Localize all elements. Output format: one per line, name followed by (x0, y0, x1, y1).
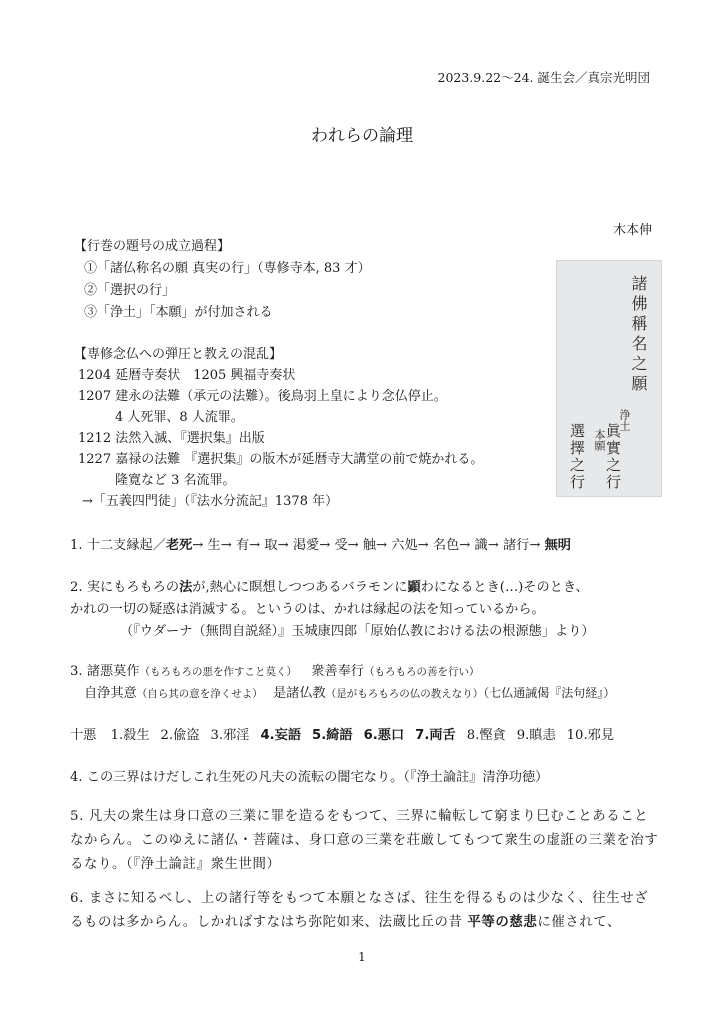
timeline-line: 1227 嘉禄の法難 『選択集』の版木が延暦寺大講堂の前で焼かれる。 (78, 452, 484, 467)
juaku-items (101, 728, 614, 743)
item-3-line-2 (84, 682, 615, 701)
section1-item: ①「諸仏称名の願 真実の行」（専修寺本, 83 才） (84, 261, 371, 276)
item-3-note: （自ら其の意を浄くせよ） (136, 688, 263, 700)
section-heading-persecution: 【専修念仏への弾圧と教えの混乱】 (74, 347, 283, 362)
manuscript-col-1: 諸佛稱名之願 (629, 275, 648, 395)
page-number: 1 (358, 950, 366, 964)
item-1-chain: → 生→ 有→ 取→ 渇愛→ 受→ 触→ 六処→ 名色→ 識→ 諸行→ (192, 538, 545, 553)
item-3-phrase: 是諸仏教 (272, 686, 326, 701)
juaku-item: 8.慳貪 (466, 728, 506, 743)
manuscript-note-hongan: 本願 (593, 429, 606, 451)
item-2-text: が,熱心に瞑想しつつあるバラモンに (192, 580, 408, 595)
juaku-item: 4.妄語 (260, 728, 302, 743)
section1-item: ②「選択の行」 (84, 283, 176, 298)
item-3-phrase: 自浄其意 (84, 686, 137, 701)
item-3-note: （もろもろの善を行い） (363, 666, 480, 678)
item-2-text: 2. 実にもろもろの (70, 580, 180, 595)
timeline-line: 1204 延暦寺奏状 1205 興福寺奏状 (78, 368, 296, 383)
item-3-source: （七仏通誡偈『法句経』） (483, 686, 616, 700)
juaku-label: 十悪 (70, 728, 97, 743)
page-title: われらの論理 (311, 126, 413, 146)
item-6-text: 6. まさに知るべし、上の諸行等をもつて本願となさば、往生を得るものは少なく、往生せざるものは多からん。しかればすなはち弥陀如来、法蔵比丘の昔 (70, 891, 649, 930)
item-2-bold-ho: 法 (179, 580, 193, 595)
manuscript-col-2: 眞實之行 (604, 423, 622, 491)
juaku-item: 3.邪淫 (210, 728, 250, 743)
juaku-item: 9.瞋恚 (516, 728, 556, 743)
item-2-line-1 (70, 576, 589, 595)
timeline-line: 隆寛など 3 名流罪。 (102, 473, 236, 488)
item-6-bold-byodo: 平等の慈悲 (467, 915, 538, 930)
item-3-note: （もろもろの悪を作すこと莫く） (139, 666, 298, 678)
item-6 (70, 887, 660, 935)
item-5: 5. 凡夫の衆生は身口意の三業に罪を造るをもつて、三界に輪転して窮まり巳むことあることなからん。このゆえに諸仏・菩薩は、身口意の三業を荘厳してもつて衆生の虚誑の三業を治するなり。（『浄土論註』衆生世間） (70, 809, 659, 872)
manuscript-note-jodo: 浄土 (618, 409, 631, 431)
manuscript-image (556, 260, 662, 497)
juaku-item: 5.綺語 (312, 728, 353, 743)
date-line: 2023.9.22～24. 誕生会／真宗光明団 (437, 70, 650, 85)
item-1 (70, 534, 571, 553)
juaku-item: 6.悪口 (363, 728, 405, 743)
item-6-text: に催されて、 (537, 915, 622, 930)
item-3-phrase: 3. 諸悪莫作 (70, 664, 140, 679)
manuscript-col-3: 選擇之行 (568, 423, 586, 491)
item-3-phrase: 衆善奉行 (311, 664, 364, 679)
section-heading-title-process: 【行巻の題号の成立過程】 (74, 239, 231, 254)
item-1-bold-mumyo: 無明 (544, 538, 571, 553)
timeline-line: →「五義四門徒」（『法水分流記』1378 年） (82, 494, 339, 509)
section1-item: ③「浄土」「本願」が付加される (84, 305, 273, 320)
juaku-item: 7.両舌 (415, 728, 456, 743)
item-2-bold-ken: 顕 (407, 580, 421, 595)
juaku-item: 2.偸盗 (160, 728, 200, 743)
author-name: 木本伸 (612, 223, 652, 238)
timeline-line: 4 人死罪、8 人流罪。 (102, 410, 244, 425)
item-4: 4. この三界はけだしこれ生死の凡夫の流転の闇宅なり。（『浄土論註』清浄功徳） (70, 770, 549, 785)
item-3-note: （是がもろもろの仏の教えなり） (325, 688, 484, 700)
timeline-line: 1207 建永の法難（承元の法難）。後鳥羽上皇により念仏停止。 (78, 389, 447, 404)
item-2-source: （『ウダーナ（無問自説経）』玉城康四郎「原始仏教における法の根源態」より） (120, 624, 595, 639)
juaku-item: 10.邪見 (566, 728, 615, 743)
item-1-bold-roushi: 老死 (165, 538, 193, 553)
timeline-line: 1212 法然入滅、『選択集』出版 (78, 431, 265, 446)
juaku-list (70, 724, 614, 743)
item-2-text: わになるとき(…)そのとき、 (420, 580, 589, 595)
juaku-item: 1.殺生 (110, 728, 150, 743)
item-1-prefix: 十二支縁起／ (86, 538, 166, 553)
item-1-number: 1. (70, 538, 83, 553)
item-3-line-1 (70, 660, 479, 679)
item-2-line-2: かれの一切の疑惑は消滅する。というのは、かれは縁起の法を知っているから。 (70, 602, 545, 617)
